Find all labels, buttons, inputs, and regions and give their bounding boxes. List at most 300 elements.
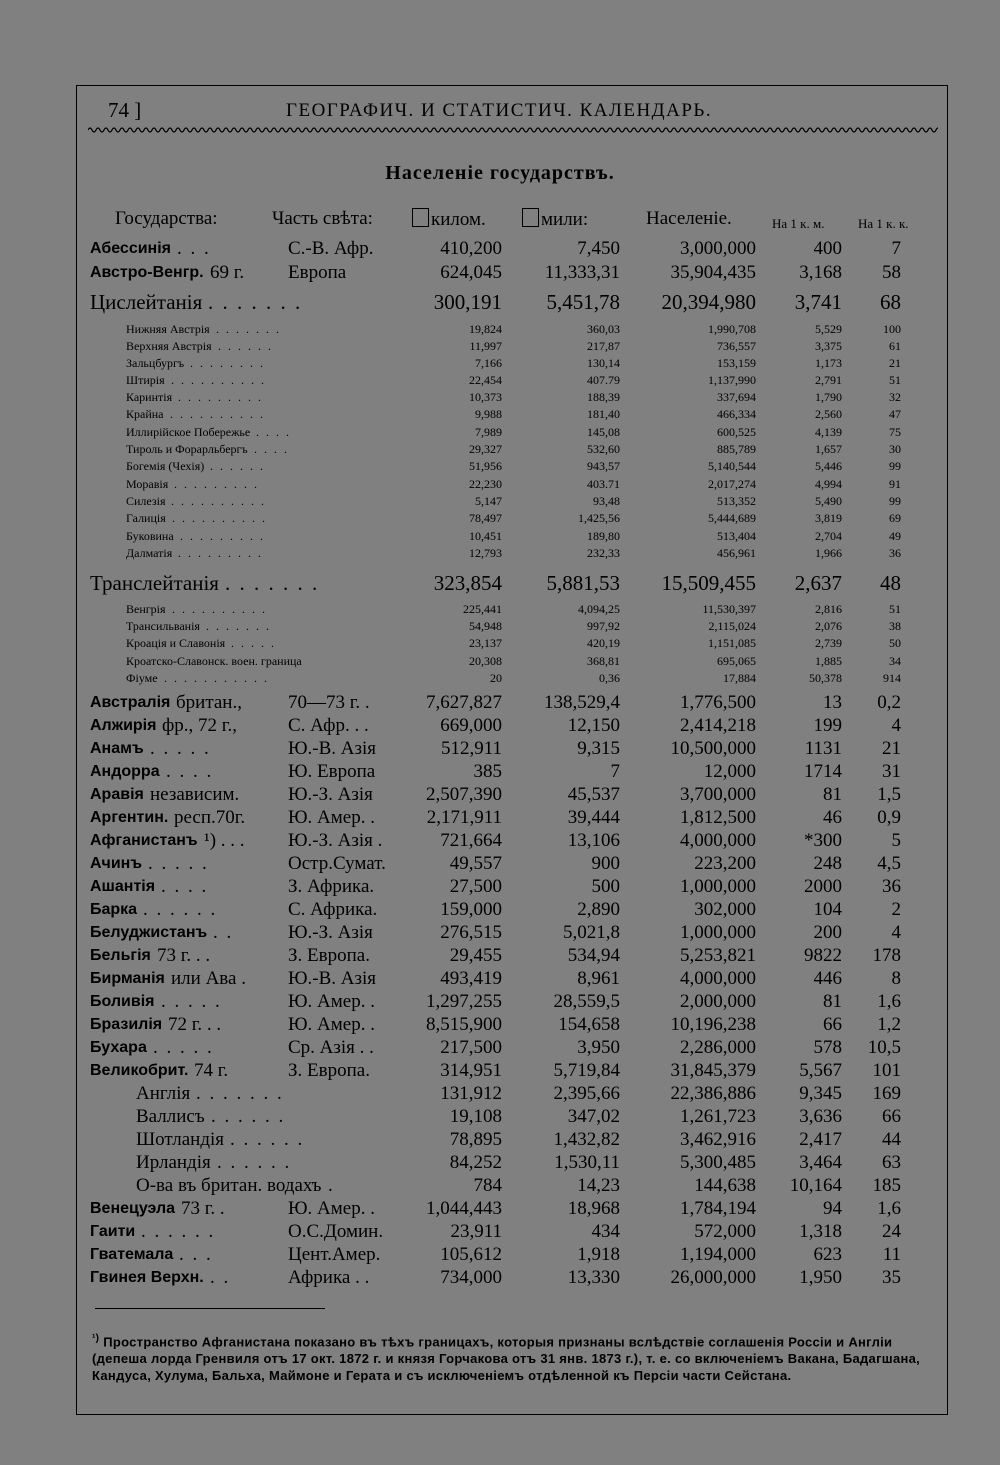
table-row [0,407,1000,424]
km-value: 11,997 [469,339,502,353]
density-km-value: 4,994 [815,477,842,491]
population-value: 456,961 [717,546,756,560]
density-km-value: 94 [823,1198,842,1219]
region-value: Ю. Амер. . [288,1198,375,1219]
km-value: 19,108 [449,1106,502,1127]
state-note: респ.70г. [174,807,246,828]
density-km-value: 5,529 [815,322,842,336]
region-value: Ср. Азія . . [288,1037,374,1058]
leader-dots: . . . . . . [141,1221,216,1242]
population-value: 2,286,000 [680,1037,756,1058]
km-value: 22,230 [469,477,502,491]
state-name: Иллирійское Побережье [126,425,251,439]
population-value: 1,151,085 [708,636,756,650]
state-note: британ., [176,692,242,713]
state-name: Каринтія [126,390,173,404]
region-value: Цент.Амер. [288,1244,381,1265]
miles-value: 189,80 [587,529,620,543]
state-name: Бразилія [90,1016,163,1033]
leader-dots: . . . . . . [143,899,218,920]
miles-value: 1,530,11 [554,1152,620,1173]
population-value: 1,776,500 [680,692,756,713]
density-mile-value: 36 [889,546,901,560]
miles-value: 8,961 [577,968,620,989]
table-row [0,619,1000,636]
population-value: 223,200 [694,853,756,874]
table-row [0,339,1000,356]
miles-value: 2,395,66 [553,1083,620,1104]
miles-value: 3,950 [577,1037,620,1058]
column-header-km [412,208,486,234]
km-value: 12,793 [469,546,502,560]
density-mile-value: 30 [889,442,901,456]
density-km-value: 2,076 [815,619,842,633]
miles-value: 500 [591,876,620,897]
table-row [0,922,1000,945]
km-value: 721,664 [440,830,502,851]
population-value: 5,300,485 [680,1152,756,1173]
km-value: 29,455 [449,945,502,966]
table-row [0,356,1000,373]
density-km-value: 1,950 [799,1267,842,1288]
state-note: ¹) . . . [204,830,245,851]
state-name: Австро-Венгр. [90,264,204,281]
km-value: 784 [473,1175,502,1196]
density-km-value: 578 [813,1037,842,1058]
state-name: Великобрит. [90,1062,189,1079]
table-row [0,1129,1000,1152]
column-header-miles [522,208,588,234]
population-value: 736,557 [717,339,756,353]
state-name: Анамъ [90,740,144,757]
table-row [0,1198,1000,1221]
state-name: Тироль и Форарльбергъ [126,442,248,456]
state-name: Буковина [126,529,174,543]
miles-value: 0,36 [599,671,620,685]
density-km-value: 3,464 [799,1152,842,1173]
density-km-value: 66 [823,1014,842,1035]
miles-value: 28,559,5 [553,991,620,1012]
leader-dots: . [328,1175,335,1196]
table-row [0,425,1000,442]
leader-dots: . . . . . . . . . [180,529,265,543]
density-mile-value: 61 [889,339,901,353]
state-name: Афганистанъ [90,832,198,849]
leader-dots: . . . . [166,761,214,782]
miles-value: 154,658 [558,1014,620,1035]
population-value: 5,140,544 [708,459,756,473]
table-row [0,373,1000,390]
density-km-value: 2,739 [815,636,842,650]
density-km-value: 5,567 [799,1060,842,1081]
table-row [0,715,1000,738]
region-value: Ю. Амер. . [288,807,375,828]
density-mile-value: 66 [882,1106,901,1127]
table-row [0,1060,1000,1083]
state-name: Англія [136,1083,191,1104]
miles-value: 943,57 [587,459,620,473]
state-name: Австралія [90,694,171,711]
km-value: 1,044,443 [426,1198,502,1219]
density-mile-value: 99 [889,459,901,473]
density-mile-value: 4 [891,922,901,943]
population-value: 1,137,990 [708,373,756,387]
density-km-value: 1,173 [815,356,842,370]
density-mile-value: 48 [880,571,901,595]
population-value: 31,845,379 [670,1060,756,1081]
state-name: Алжирія [90,717,157,734]
population-value: 10,196,238 [670,1014,756,1035]
density-km-value: 3,168 [799,262,842,283]
population-value: 1,784,194 [680,1198,756,1219]
leader-dots: . . . . . . . [206,619,271,633]
state-name: Ачинъ [90,855,143,872]
km-value: 512,911 [440,738,502,759]
density-mile-value: 7 [891,238,901,259]
km-value: 49,557 [449,853,502,874]
state-name: Венгрія [126,602,166,616]
population-value: 144,638 [694,1175,756,1196]
density-mile-value: 2 [891,899,901,920]
state-name: Бельгія [90,947,151,964]
density-km-value: 13 [823,692,842,713]
density-mile-value: 50 [889,636,901,650]
km-value: 19,824 [469,322,502,336]
population-value: 5,444,689 [708,511,756,525]
km-value: 5,147 [475,494,502,508]
density-km-value: 9822 [804,945,842,966]
density-km-value: 1131 [804,738,842,759]
miles-value: 39,444 [567,807,620,828]
density-km-value: 3,741 [794,290,842,314]
miles-value: 9,315 [577,738,620,759]
region-value: Ю.-В. Азія [288,738,377,759]
table-row [0,830,1000,853]
km-value: 624,045 [440,262,502,283]
column-header-per-mile: На 1 к. к. [858,216,909,231]
running-title: ГЕОГРАФИЧ. И СТАТИСТИЧ. КАЛЕНДАРЬ. [286,100,713,121]
leader-dots: . . . . . [148,853,209,874]
population-value: 572,000 [694,1221,756,1242]
density-mile-value: 51 [889,602,901,616]
miles-value: 5,719,84 [553,1060,620,1081]
km-value: 7,627,827 [426,692,502,713]
density-km-value: 5,446 [815,459,842,473]
leader-dots: . . . . . [153,1037,214,1058]
region-value: З. Европа. [288,1060,370,1081]
miles-value: 407.79 [587,373,620,387]
miles-value: 145,08 [587,425,620,439]
column-header-population: Населеніе. [646,208,732,229]
leader-dots: . . . . . . . . . . [172,602,267,616]
population-value: 466,334 [717,407,756,421]
footnote-marker: ¹) [92,1333,100,1344]
miles-value: 93,48 [593,494,620,508]
density-km-value: 2,417 [799,1129,842,1150]
table-row [0,1267,1000,1290]
miles-value: 217,87 [587,339,620,353]
density-km-value: 2,816 [815,602,842,616]
table-row [0,738,1000,761]
population-value: 17,884 [723,671,756,685]
km-value: 54,948 [469,619,502,633]
km-value: 20,308 [469,654,502,668]
km-value: 410,200 [440,238,502,259]
miles-value: 360,03 [587,322,620,336]
state-name: Транслейтанія [90,571,219,595]
table-row [0,494,1000,511]
km-value: 159,000 [440,899,502,920]
km-value: 10,451 [469,529,502,543]
density-km-value: 2,791 [815,373,842,387]
region-value: 70—73 г. . [288,692,370,713]
table-row [0,390,1000,407]
density-km-value: 9,345 [799,1083,842,1104]
leader-dots: . . . . . . . [216,322,281,336]
leader-dots: . . . . . . [218,339,273,353]
population-value: 22,386,886 [670,1083,756,1104]
km-value: 23,911 [450,1221,502,1242]
state-name: Галиція [126,511,166,525]
density-mile-value: 69 [889,511,901,525]
leader-dots: . . . . . . . . . . [171,494,266,508]
region-value: Европа [288,262,347,283]
population-value: 885,789 [717,442,756,456]
table-row [0,546,1000,563]
miles-value: 368,81 [587,654,620,668]
km-value: 7,166 [475,356,502,370]
miles-value: 420,19 [587,636,620,650]
km-value: 323,854 [433,571,502,595]
table-row [0,1037,1000,1060]
density-km-value: 10,164 [789,1175,842,1196]
km-value: 22,454 [469,373,502,387]
km-value: 8,515,900 [426,1014,502,1035]
density-mile-value: 58 [882,262,901,283]
miles-value: 2,890 [577,899,620,920]
table-row [0,945,1000,968]
leader-dots: . . . . . . [230,1129,305,1150]
density-mile-value: 21 [889,356,901,370]
km-value: 78,497 [469,511,502,525]
density-km-value: 2,637 [794,571,842,595]
density-mile-value: 1,6 [877,1198,901,1219]
state-name: Андорра [90,763,160,780]
miles-value: 5,451,78 [546,290,620,314]
table-row [0,1175,1000,1198]
population-value: 11,530,397 [702,602,756,616]
region-value: Ю.-З. Азія . [288,830,383,851]
density-mile-value: 75 [889,425,901,439]
density-mile-value: 24 [882,1221,901,1242]
miles-value: 534,94 [567,945,620,966]
region-value: Ю.-В. Азія [288,968,377,989]
state-name: Венецуэла [90,1200,176,1217]
leader-dots: . . . [177,238,211,259]
miles-value: 7,450 [577,238,620,259]
leader-dots: . . [210,1267,231,1288]
miles-value: 5,881,53 [546,571,620,595]
population-value: 1,812,500 [680,807,756,828]
leader-dots: . . . . . . [210,459,265,473]
leader-dots: . . . . . . . . . [178,390,263,404]
miles-value: 45,537 [567,784,620,805]
state-name: Верхняя Австрія [126,339,212,353]
density-mile-value: 38 [889,619,901,633]
wavy-rule [88,124,938,136]
density-mile-value: 63 [882,1152,901,1173]
density-km-value: 1714 [804,761,842,782]
population-value: 3,700,000 [680,784,756,805]
density-km-value: 2,560 [815,407,842,421]
population-value: 26,000,000 [670,1267,756,1288]
population-value: 3,000,000 [680,238,756,259]
table-row [0,459,1000,476]
miles-value: 403.71 [587,477,620,491]
density-km-value: 104 [813,899,842,920]
population-value: 12,000 [703,761,756,782]
section-title: Населеніе государствъ. [385,162,615,184]
km-value: 105,612 [440,1244,502,1265]
km-value: 314,951 [440,1060,502,1081]
miles-value: 997,92 [587,619,620,633]
km-value: 300,191 [433,290,502,314]
state-name: Шотландія [136,1129,225,1150]
density-mile-value: 99 [889,494,901,508]
leader-dots: . . . . . [231,636,276,650]
table-row [0,1106,1000,1129]
density-mile-value: 36 [882,876,901,897]
density-mile-value: 1,2 [877,1014,901,1035]
table-row [0,1244,1000,1267]
leader-dots: . . . . [161,876,209,897]
density-mile-value: 178 [872,945,901,966]
table-row [0,529,1000,546]
leader-dots: . . [213,922,234,943]
column-header-per-km: На 1 к. м. [772,216,825,231]
state-name: Боливія [90,993,155,1010]
density-mile-value: 31 [882,761,901,782]
density-km-value: 1,318 [799,1221,842,1242]
density-km-value: 200 [813,922,842,943]
miles-value: 188,39 [587,390,620,404]
page-number: 74 ] [108,98,142,122]
population-value: 513,352 [717,494,756,508]
footnote [92,1330,942,1384]
density-mile-value: 10,5 [867,1037,901,1058]
density-km-value: 1,966 [815,546,842,560]
region-value: Ю.-З. Азія [288,784,373,805]
leader-dots: . . . . . . [211,1106,286,1127]
density-km-value: 3,375 [815,339,842,353]
leader-dots: . . . . [254,442,289,456]
population-value: 153,159 [717,356,756,370]
km-value: 27,500 [449,876,502,897]
table-row [0,784,1000,807]
population-value: 1,000,000 [680,922,756,943]
region-value: Ю. Европа [288,761,376,782]
km-value: 493,419 [440,968,502,989]
state-note: независим. [150,784,240,805]
miles-value: 1,425,56 [578,511,620,525]
state-note: 72 г. . . [168,1014,222,1035]
region-value: Африка . . [288,1267,370,1288]
state-name: Аравія [90,786,144,803]
density-mile-value: 5 [891,830,901,851]
state-name: Бухара [90,1039,147,1056]
density-mile-value: 21 [882,738,901,759]
column-header-state: Государства: [115,208,218,229]
km-value: 51,956 [469,459,502,473]
table-row [0,968,1000,991]
column-header-km-label: килом. [431,209,486,230]
state-name: Валлисъ [136,1106,205,1127]
density-mile-value: 35 [882,1267,901,1288]
km-value: 669,000 [440,715,502,736]
table-row [0,511,1000,528]
population-value: 35,904,435 [670,262,756,283]
footnote-rule [95,1308,325,1309]
state-name: Моравія [126,477,169,491]
column-header-region: Часть свѣта: [272,208,373,229]
state-name: Абессинія [90,240,171,257]
region-value: С. Африка. [288,899,378,920]
miles-value: 4,094,25 [578,602,620,616]
leader-dots: . . . . . . . [208,290,303,314]
leader-dots: . . . . . . . . . . [171,373,266,387]
density-km-value: 50,378 [809,671,842,685]
page-header [108,98,938,124]
density-mile-value: 91 [889,477,901,491]
km-value: 9,988 [475,407,502,421]
population-value: 15,509,455 [661,571,756,595]
density-km-value: 4,139 [815,425,842,439]
population-value: 4,000,000 [680,830,756,851]
population-value: 337,694 [717,390,756,404]
table-row [0,853,1000,876]
population-value: 5,253,821 [680,945,756,966]
population-value: 1,194,000 [680,1244,756,1265]
footnote-text: Пространство Афганистана показано въ тѣхъ границахъ, которыя признаны вслѣдствіе соглашенія Россіи и Англіи (депеша лорда Гренвиля отъ 17 окт. 1872 г. и князя Горчакова отъ 31 янв. 1873 г.), т. е. со включеніемъ Вакана, Бадагшана, Кандуса, Хулума, Бальха, Маймоне и Герата и съ исключеніемъ отдѣленной къ Персіи части Сейстана. [92,1334,921,1384]
state-name: Бирманія [90,970,165,987]
leader-dots: . . . . . . . . . . . [164,671,269,685]
region-value: З. Европа. [288,945,370,966]
density-mile-value: 169 [872,1083,901,1104]
density-mile-value: 8 [891,968,901,989]
table-row [0,290,1000,313]
miles-value: 532,60 [587,442,620,456]
miles-value: 1,918 [577,1244,620,1265]
miles-value: 900 [591,853,620,874]
population-value: 3,462,916 [680,1129,756,1150]
miles-value: 13,330 [567,1267,620,1288]
density-km-value: 3,636 [799,1106,842,1127]
state-name: Фіуме [126,671,158,685]
region-value: Остр.Сумат. [288,853,386,874]
density-mile-value: 49 [889,529,901,543]
state-name: Аргентин. [90,809,169,826]
state-name: Крайна [126,407,164,421]
density-mile-value: 47 [889,407,901,421]
state-name: Трансильванія [126,619,200,633]
miles-value: 13,106 [567,830,620,851]
km-value: 20 [490,671,502,685]
leader-dots: . . . . [256,425,291,439]
density-mile-value: 4 [891,715,901,736]
population-value: 2,000,000 [680,991,756,1012]
state-name: Кроатско-Славонск. воен. граница [126,654,302,668]
population-value: 600,525 [717,425,756,439]
